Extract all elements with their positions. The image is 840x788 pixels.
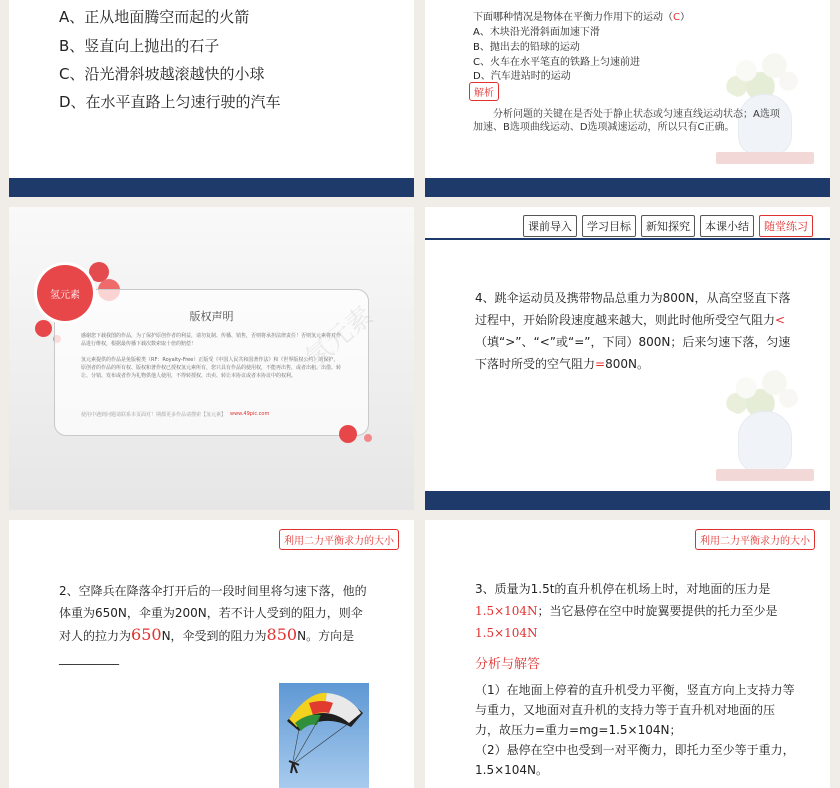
question-4-text: 4、跳伞运动员及携带物品总重力为800N，从高空竖直下落过程中，开始阶段速度越来越大，则此时他所受空气阻力<（填“>”、“<”或“=”，下同）800N；后来匀速下落，匀速下落时所受的空气阻力=800N。 <box>475 291 791 371</box>
slide-footer-bar <box>425 178 830 197</box>
tab-goals[interactable]: 学习目标 <box>582 215 636 237</box>
answer-1: 650 <box>131 625 162 644</box>
decor-dot <box>35 320 52 337</box>
option-d: D、在水平直路上匀速行驶的汽车 <box>59 93 281 111</box>
question-3-text: 3、质量为1.5t的直升机停在机场上时，对地面的压力是1.5×104N；当它悬停在空中时旋翼要提供的托力至少是1.5×104N <box>475 582 778 640</box>
question-2-text: 2、空降兵在降落伞打开后的一段时间里将匀速下落，他的体重为650N，伞重为200N，若不计人受到的阻力，则伞对人的拉力为650N，伞受到的阻力为850N。方向是__________ <box>59 584 367 665</box>
slide-4[interactable] <box>425 207 830 510</box>
copyright-footer: 使用中遇到问题请联系本页面对！期都更多作品请搜索【氢元素】 <box>81 412 227 418</box>
tab-intro[interactable]: 课前导入 <box>523 215 577 237</box>
option-c: C、火车在水平笔直的铁路上匀速前进 <box>473 57 640 68</box>
copyright-title: 版权声明 <box>189 310 234 323</box>
tab-practice[interactable]: 随堂练习 <box>759 215 813 237</box>
answer-2: 850 <box>266 625 298 644</box>
option-a: A、正从地面腾空而起的火箭 <box>59 8 250 26</box>
slide-1[interactable] <box>9 0 414 197</box>
option-a: A、木块沿光滑斜面加速下滑 <box>473 27 600 38</box>
option-c: C、沿光滑斜坡越滚越快的小球 <box>59 65 265 83</box>
option-d: D、汽车进站时的运动 <box>473 71 571 82</box>
answer-1: 1.5×104N <box>475 604 538 618</box>
flower-vase-decoration <box>710 367 820 487</box>
analysis-heading: 分析与解答 <box>475 657 541 672</box>
slide-footer-bar <box>425 491 830 510</box>
slide-6[interactable] <box>425 520 830 788</box>
brand-logo: 氢元素 <box>37 265 93 321</box>
decor-dot <box>339 425 357 443</box>
option-b: B、抛出去的铅球的运动 <box>473 42 580 53</box>
copyright-paragraph-2: 氢元素提供的作品是免版税类（RF：Royalty-Free）正版受《中国人民共和国著作法》和《世界版权公约》的保护，原创者的作品的所有权、版权和著作权已授权氢元素所有，您只具有作品的使用权，不能再出售，或者出租、出借、转让、分销、发布或者作为礼物供他人使用，不得转授权、出卖、转让本协议或者本协议中的权利。 <box>81 357 342 379</box>
slide-footer-bar <box>9 178 414 197</box>
slide-2[interactable] <box>425 0 830 197</box>
website-link[interactable]: www.49pic.com <box>230 411 270 417</box>
parachute-image <box>279 683 369 788</box>
slide-3-copyright[interactable] <box>9 207 414 510</box>
answer-2: = <box>595 357 606 371</box>
decor-dot <box>364 434 372 442</box>
answer-1: < <box>775 313 786 327</box>
copyright-paragraph-1: 感谢您下载我图的作品，为了保护原创作者的利益，请勿复制、传播、销售，否则将承担法律责任！否则氢元素将对作品进行维权，根据最传播下载次数索取十倍的赔偿！ <box>81 333 342 347</box>
option-b: B、竖直向上抛出的石子 <box>59 37 220 55</box>
answer-2: 1.5×104N <box>475 626 538 640</box>
slide-5[interactable] <box>9 520 414 788</box>
topic-tag: 利用二力平衡求力的大小 <box>695 529 815 550</box>
answer-letter: C <box>673 12 680 23</box>
header-divider <box>425 238 830 240</box>
tab-explore[interactable]: 新知探究 <box>641 215 695 237</box>
topic-tag: 利用二力平衡求力的大小 <box>279 529 399 550</box>
analysis-text: 分析问题的关键在是否处于静止状态或匀速直线运动状态；A选项加速、B选项曲线运动、D选项减速运动，所以只有C正确。 <box>473 109 780 133</box>
answer-part-2: （2）悬停在空中也受到一对平衡力，即托力至少等于重力，1.5×104N。 <box>475 743 795 777</box>
analysis-tag[interactable]: 解析 <box>469 82 499 101</box>
analysis-answer <box>475 680 795 780</box>
answer-part-1: （1）在地面上停着的直升机受力平衡，竖直方向上支持力等与重力，又地面对直升机的支持力等于直升机对地面的压力，故压力=重力=mg=1.5×104N； <box>475 683 795 737</box>
watermark: 氢元素 <box>300 300 380 374</box>
question-text: 下面哪种情况是物体在平衡力作用下的运动（C） <box>473 12 690 23</box>
nav-tabs <box>523 215 813 237</box>
tab-summary[interactable]: 本课小结 <box>700 215 754 237</box>
